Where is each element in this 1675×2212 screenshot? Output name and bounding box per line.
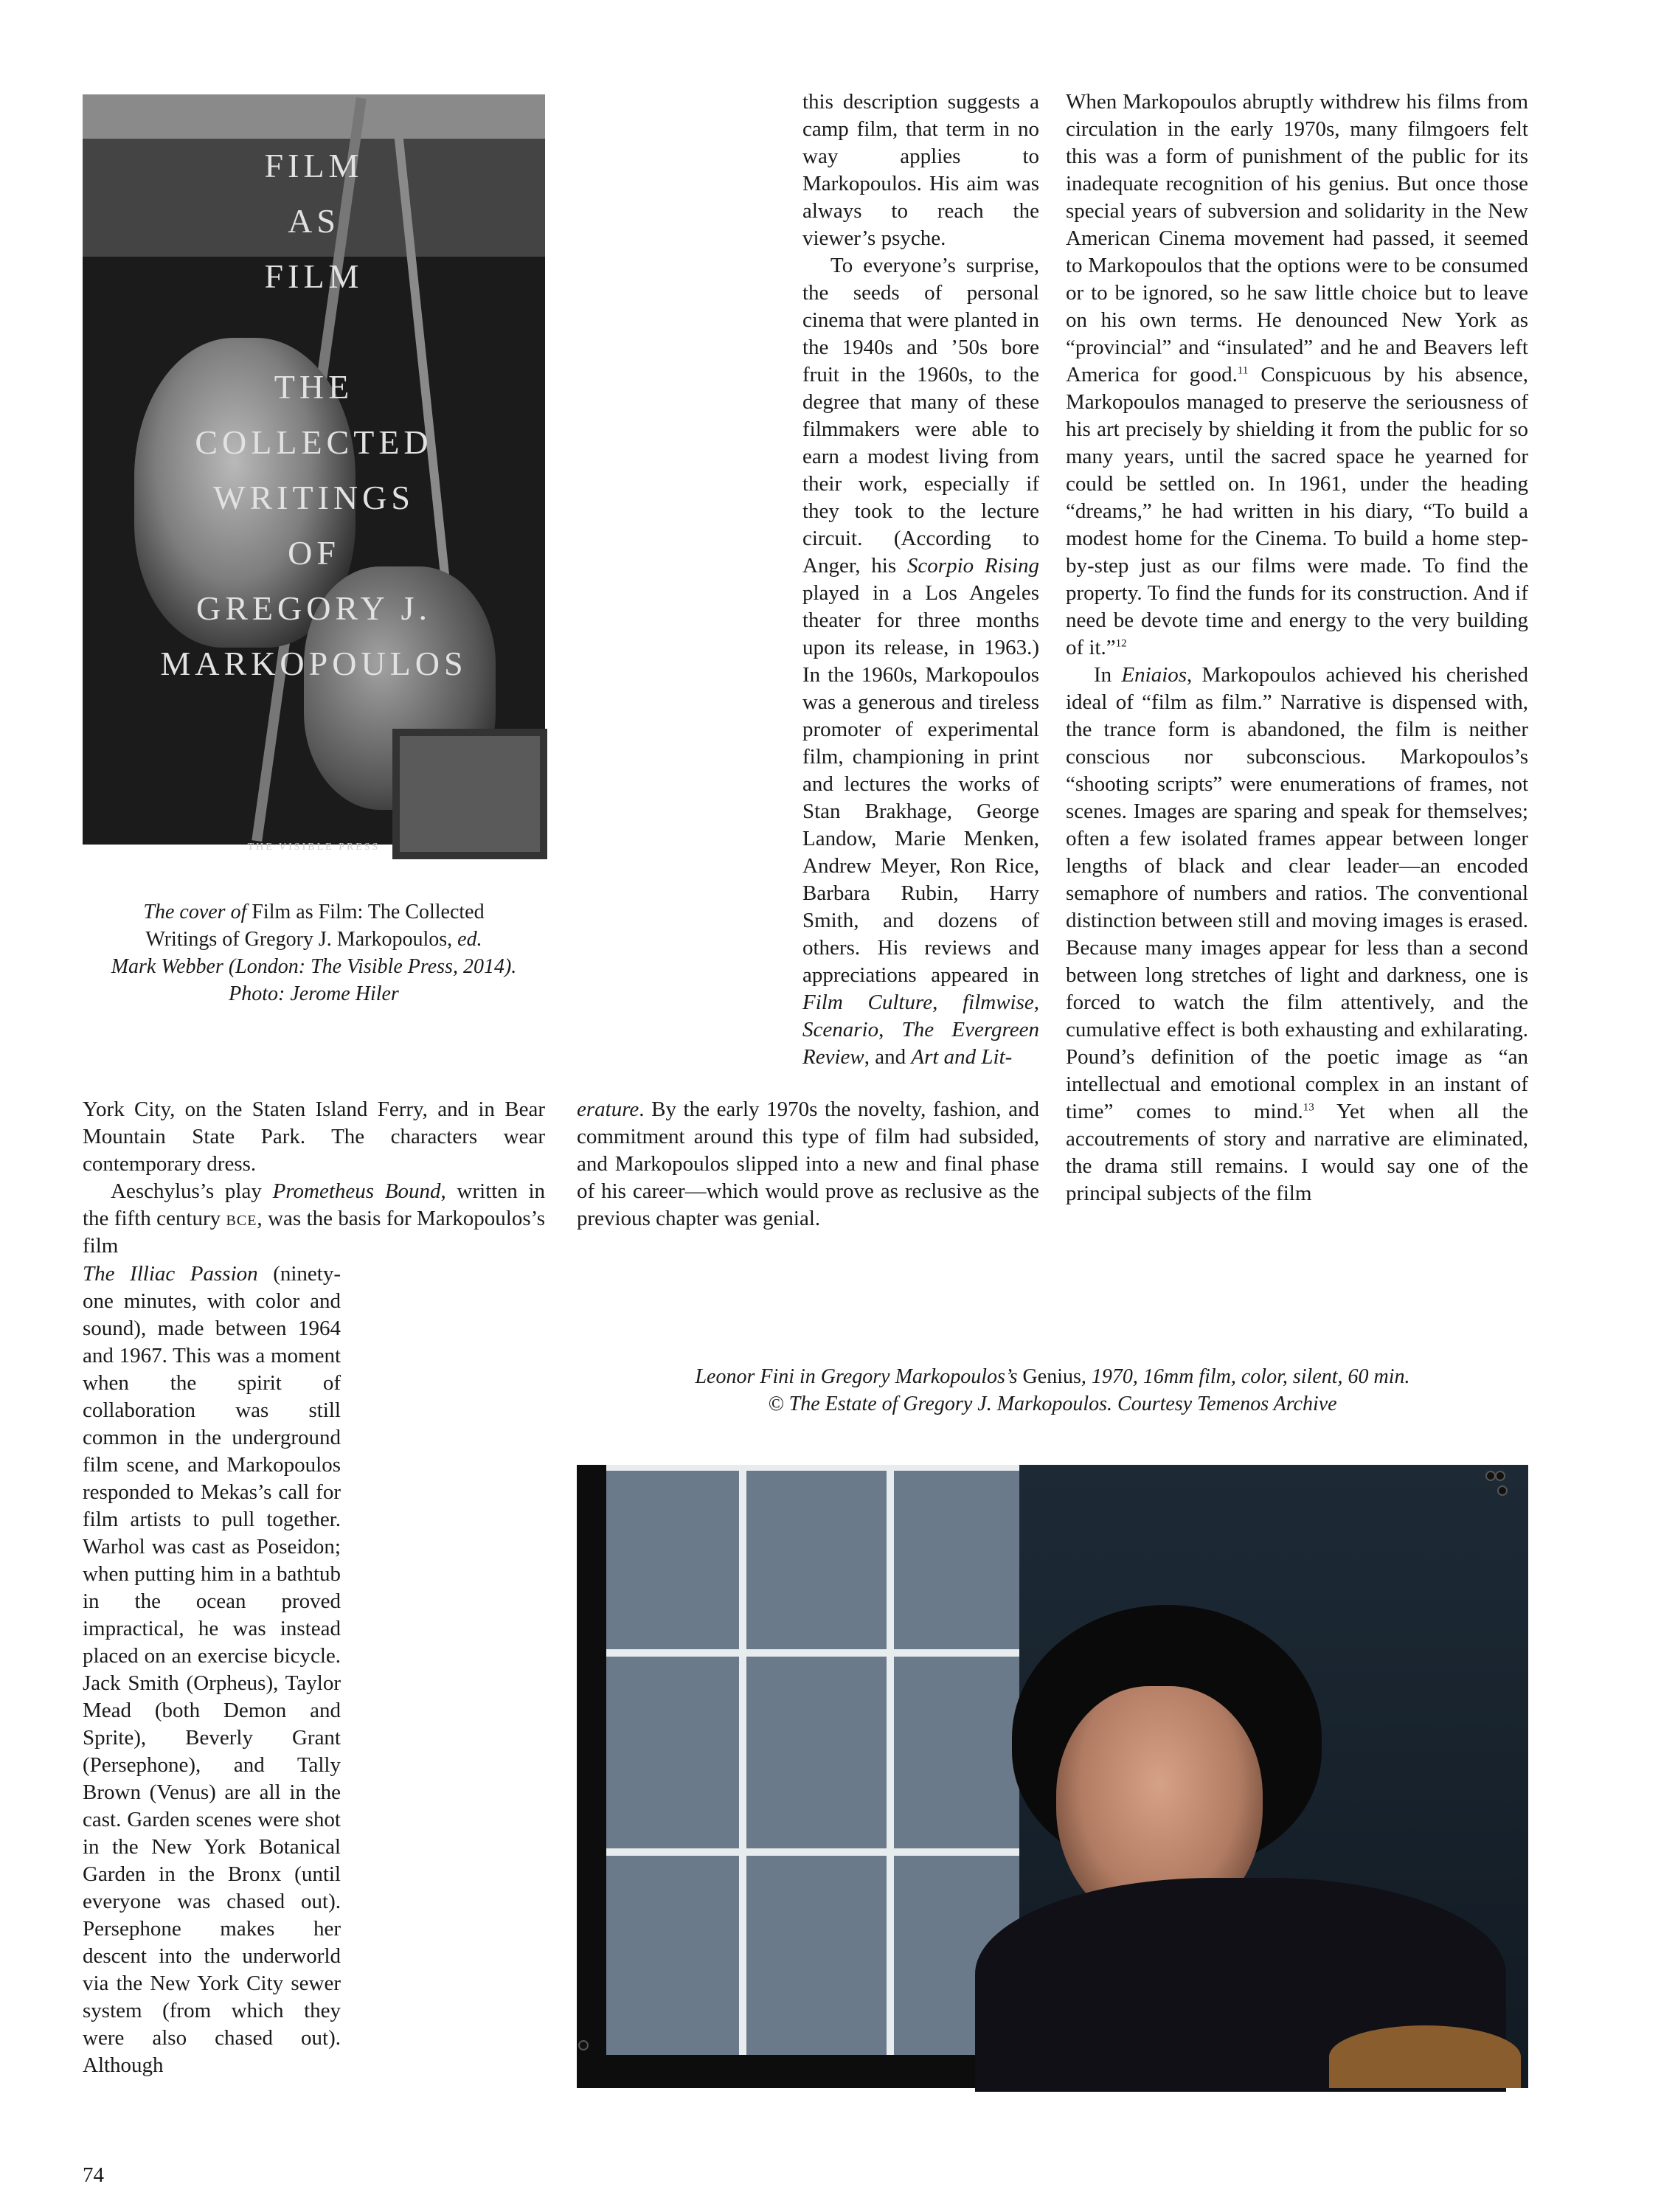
caption-text: ed. (452, 928, 482, 951)
column-3 (1066, 89, 1528, 1207)
caption-credit: © The Estate of Gregory J. Markopoulos. Courtesy Temenos Archive (768, 1393, 1337, 1415)
caption-title: Writings of Gregory J. Markopoulos, (145, 928, 453, 951)
cover-title-line: AS (288, 202, 340, 240)
body-paragraph: The Illiac Passion (ninety-one minutes, with color and sound), made between 1964 and 1967. This was a moment when the spirit of collaboration was still common in the underground film scene, and Markopoulos responded to Mekas’s call for film artists to pull together. Warhol was cast as Poseidon; when putting him in a bathtub in the ocean proved impractical, he was instead placed on an exercise bicycle. Jack Smith (Orpheus), Taylor Mead (both Demon and Sprite), Beverly Grant (Persephone), and Tally Brown (Venus) are all in the cast. Garden scenes were shot in the New York Botanical Garden in the Bronx (until everyone was chased out). Persephone makes her descent into the underworld via the New York City sewer system (from which they were also chased out). Although (83, 1262, 341, 2077)
cover-title-line: MARKOPOULOS (160, 645, 468, 682)
cover-title-line: FILM (264, 147, 364, 184)
cover-title-line: FILM (264, 257, 364, 295)
caption-title: Genius (1017, 1365, 1081, 1388)
body-paragraph: Aeschylus’s play Prometheus Bound, written in the fifth century bce, was the basis for Markopoulos’s film (83, 1179, 546, 1258)
caption-text: Leonor Fini in Gregory Markopoulos’s (695, 1365, 1018, 1388)
film-still-photo (577, 1465, 1528, 2088)
column-1-narrow (83, 1261, 341, 2079)
film-still-caption (577, 1363, 1528, 1418)
column-1-wide (83, 1096, 545, 1260)
page-number: 74 (83, 2163, 104, 2187)
body-paragraph: To everyone’s surprise, the seeds of personal cinema that were planted in the 1940s and ’50s bore fruit in the 1960s, to the degree that many of these filmmakers were able to earn a modest living from their work, especially if they took to the lecture circuit. (According to Anger, his Scorpio Rising played in a Los Angeles theater for three months upon its release, in 1963.) In the 1960s, Markopoulos was a generous and tireless promoter of experimental film, championing in print and lectures the works of Stan Brakhage, George Landow, Marie Menken, Andrew Meyer, Ron Rice, Barbara Rubin, Harry Smith, and dozens of others. His reviews and appreciations appeared in Film Culture, filmwise, Scenario, The Evergreen Review, and Art and Lit- (802, 254, 1040, 1069)
body-paragraph: York City, on the Staten Island Ferry, and in Bear Mountain State Park. The characters wear contemporary dress. (83, 1098, 545, 1176)
caption-credit: Photo: Jerome Hiler (229, 982, 399, 1005)
caption-text: , 1970, 16mm film, color, silent, 60 min. (1081, 1365, 1410, 1388)
footnote-marker: 12 (1115, 637, 1127, 650)
body-paragraph: In Eniaios, Markopoulos achieved his cherished ideal of “film as film.” Narrative is dispensed with, the trance form is abandoned, the film is neither conscious nor subconscious. Markopoulos’s “shooting scripts” were enumerations of frames, not scenes. Images are sparing and speak for themselves; often a few isolated frames appear between longer lengths of black and clear leader—an encoded semaphore of numbers and ratios. The conventional distinction between still and moving images is erased. Because many images appear for less than a second between long stretches of light and darkness, one is forced to watch the film attentively, and the cumulative effect is both exhausting and exhilarating. Pound’s definition of the poetic image as “an intellectual and emotional complex in an instant of time” comes to mind.$^{13}$ Yet when all the accoutrements of story and narrative are eliminated, the drama still remains. I would say one of the principal subjects of the film (1066, 663, 1529, 1205)
cover-caption (83, 898, 545, 1008)
body-paragraph: When Markopoulos abruptly withdrew his films from circulation in the early 1970s, many filmgoers felt this was a form of punishment of the public for its inadequate recognition of his genius. But once those special years of subversion and solidarity in the New American Cinema movement had passed, it seemed to Markopoulos that the options were to be consumed or to be ignored, so he saw little choice but to leave on his own terms. He denounced New York as “provincial” and “insulated” and he and Beavers left America for good.$^{11}$ Conspicuous by his absence, Markopoulos managed to preserve the seriousness of his art precisely by shielding it from the public for so many years, until the sacred space he yearned for could be settled on. In 1961, under the heading “dreams,” he had written in his diary, “To build a modest home for the Cinema. To build a home step-by-step just as our films were made. To find the property. To find the funds for its construction. And if need be devote time and energy to the very building of it.”$^{12}$ (1066, 90, 1528, 659)
cover-title-line: WRITINGS (213, 479, 415, 516)
cover-publisher: THE VISIBLE PRESS (247, 842, 381, 853)
body-paragraph: erature. By the early 1970s the novelty, fashion, and commitment around this type of film had subsided, and Markopoulos slipped into a new and final phase of his career—which would prove as reclusive as the previous chapter was genial. (577, 1098, 1039, 1230)
cover-title-line: COLLECTED (195, 423, 433, 461)
body-paragraph: this description suggests a camp film, that term in no way applies to Markopoulos. His aim was always to reach the viewer’s psyche. (802, 90, 1039, 250)
column-2-wide (577, 1096, 1039, 1232)
caption-text: The cover of (143, 901, 247, 923)
cover-title-line: OF (288, 534, 340, 572)
column-2-narrow (802, 89, 1039, 1071)
footnote-marker: 11 (1237, 364, 1249, 377)
cover-title-line: THE (274, 368, 354, 406)
caption-text: Mark Webber (London: The Visible Press, 2014). (111, 955, 517, 978)
cover-title-line: GREGORY J. (196, 589, 431, 627)
book-cover-photo (83, 94, 545, 853)
caption-title: Film as Film: The Collected (246, 901, 485, 923)
footnote-marker: 13 (1303, 1101, 1314, 1114)
